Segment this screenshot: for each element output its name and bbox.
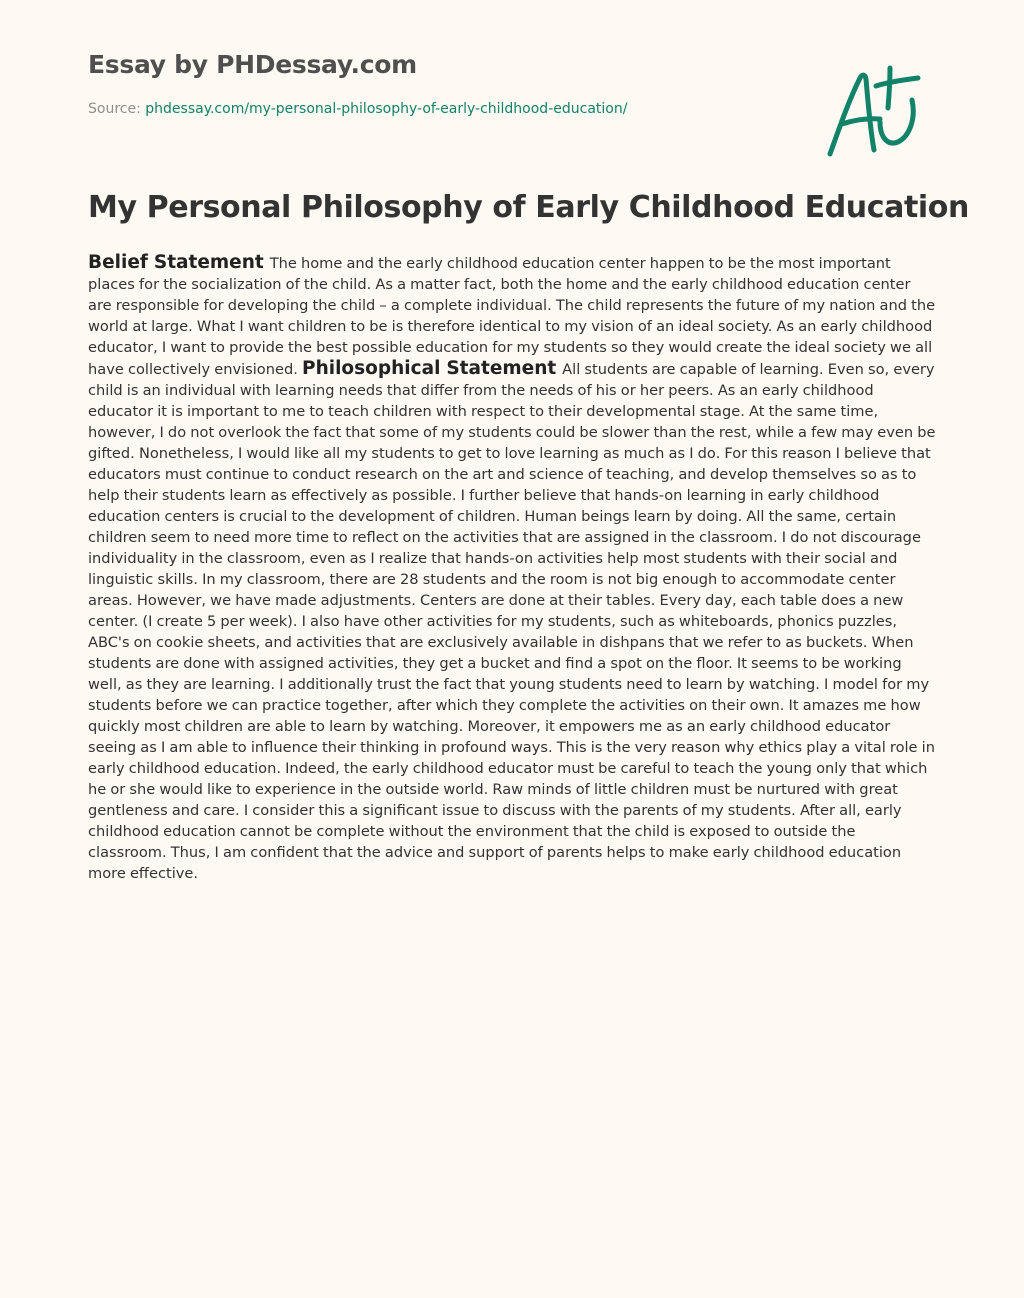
source-label: Source:	[88, 101, 141, 117]
a-plus-grade-icon	[820, 62, 930, 162]
essay-title: My Personal Philosophy of Early Childhood Education	[88, 190, 969, 225]
philosophical-statement-heading: Philosophical Statement	[302, 358, 563, 379]
essay-body	[88, 252, 938, 884]
site-title: Essay by PHDessay.com	[88, 50, 417, 79]
belief-statement-text: The home and the early childhood education center happen to be the most important places for the socialization of the child. As a matter fact, both the home and the early childhood education center are responsible for developing the child – a complete individual. The child represents the future of my nation and the world at large. What I want children to be is therefore identical to my vision of an ideal society. As an early childhood educator, I want to provide the best possible education for my students so they would create the ideal society we all have collectively envisioned.	[88, 255, 936, 378]
source-line	[88, 101, 627, 117]
source-link[interactable]: phdessay.com/my-personal-philosophy-of-early-childhood-education/	[145, 101, 628, 117]
philosophical-statement-text: All students are capable of learning. Even so, every child is an individual with learning needs that differ from the needs of his or her peers. As an early childhood educator it is important to me to teach children with respect to their developmental stage. At the same time, however, I do not overlook the fact that some of my students could be slower than the rest, while a few may even be gifted. Nonetheless, I would like all my students to get to love learning as much as I do. For this reason I believe that educators must continue to conduct research on the art and science of teaching, and develop themselves so as to help their students learn as effectively as possible. I further believe that hands-on learning in early childhood education centers is crucial to the development of children. Human beings learn by doing. All the same, certain children seem to need more time to reflect on the activities that are assigned in the classroom. I do not discourage individuality in the classroom, even as I realize that hands-on activities help most students with their social and linguistic skills. In my classroom, there are 28 students and the room is not big enough to accommodate center areas. However, we have made adjustments. Centers are done at their tables. Every day, each table does a new center. (I create 5 per week). I also have other activities for my students, such as whiteboards, phonics puzzles, ABC's on cookie sheets, and activities that are exclusively available in dishpans that we refer to as buckets. When students are done with assigned activities, they get a bucket and find a spot on the floor. It seems to be working well, as they are learning. I additionally trust the fact that young students need to learn by watching. I model for my students before we can practice together, after which they complete the activities on their own. It amazes me how quickly most children are able to learn by watching. Moreover, it empowers me as an early childhood educator seeing as I am able to influence their thinking in profound ways. This is the very reason why ethics play a vital role in early childhood education. Indeed, the early childhood educator must be careful to teach the young only that which he or she would like to experience in the outside world. Raw minds of little children must be nurtured with great gentleness and care. I consider this a significant issue to discuss with the parents of my students. After all, early childhood education cannot be complete without the environment that the child is exposed to outside the classroom. Thus, I am confident that the advice and support of parents helps to make early childhood education more effective.	[88, 361, 936, 882]
belief-statement-heading: Belief Statement	[88, 252, 270, 273]
